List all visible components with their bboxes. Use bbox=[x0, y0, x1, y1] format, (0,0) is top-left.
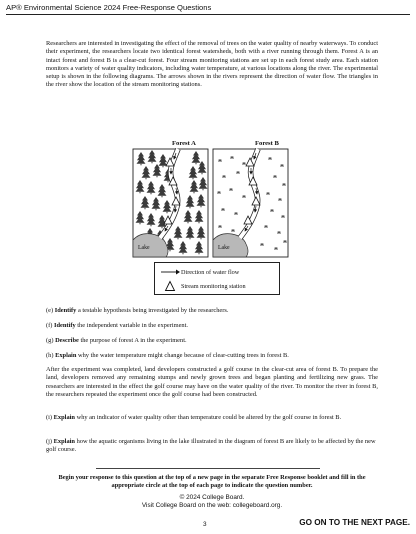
arrow-icon bbox=[159, 266, 181, 278]
intro-paragraph: Researchers are interested in investigating the effect of the removal of trees on the water quality of nearby waterways. To conduct their experiment, the researchers locate two identical forest watersheds, both with a river running through them. Forest A is an intact forest and forest B is a clear-cut forest. Four stream monitoring stations are set up in each forest study area. Each station monitors a variety of water quality indicators, including water temperature, at various locations along the river. The experimental setup is shown in the following diagrams. The arrows shown in the rivers represent the direction of water flow. The triangles in the river show the location of the stream monitoring stations. bbox=[46, 40, 378, 89]
legend-station-row bbox=[159, 280, 246, 292]
question-j: (j) Explain how the aquatic organisms living in the lake illustrated in the diagram of forest B are likely to be affected by the new golf course. bbox=[46, 438, 376, 454]
page-header: AP® Environmental Science 2024 Free-Response Questions bbox=[6, 3, 212, 12]
page-number: 3 bbox=[203, 521, 207, 528]
legend-station-label: Stream monitoring station bbox=[181, 282, 246, 290]
copyright-block bbox=[46, 494, 378, 510]
go-on-notice: GO ON TO THE NEXT PAGE. bbox=[299, 518, 410, 527]
followup-paragraph: After the experiment was completed, land developers constructed a golf course in the clear-cut area of forest B. To prepare the land, developers removed any remaining stumps and newly grown trees and began planting and fertilizing new grass. The researchers are interested in the effect the golf course may have on the water quality of the river. To monitor the river in forest B, the researchers repeated the experiment once the golf course had been constructed. bbox=[46, 366, 378, 398]
legend-flow-row bbox=[159, 266, 239, 278]
copyright: © 2024 College Board. bbox=[179, 494, 245, 501]
lake-a-label: Lake bbox=[138, 245, 150, 251]
triangle-icon bbox=[159, 280, 181, 292]
forest-b-label: Forest B bbox=[255, 140, 279, 147]
question-f: (f) Identify the independent variable in the experiment. bbox=[46, 322, 188, 329]
footer-instruction: Begin your response to this question at the top of a new page in the separate Free Response booklet and fill in the appropriate circle at the top of each page to indicate the question number. bbox=[58, 474, 366, 490]
question-i: (i) Explain why an indicator of water quality other than temperature could be altered by the golf course in forest B. bbox=[46, 414, 342, 421]
legend-flow-label: Direction of water flow bbox=[181, 268, 240, 276]
web-notice: Visit College Board on the web: collegeboard.org. bbox=[141, 502, 283, 509]
question-e: (e) Identify a testable hypothesis being investigated by the researchers. bbox=[46, 307, 229, 314]
footer-divider bbox=[96, 468, 320, 469]
forest-a-label: Forest A bbox=[172, 140, 196, 147]
diagram-legend bbox=[154, 262, 280, 295]
question-h: (h) Explain why the water temperature might change because of clear-cutting trees in forest B. bbox=[46, 352, 289, 359]
question-g: (g) Describe the purpose of forest A in the experiment. bbox=[46, 337, 187, 344]
lake-b-label: Lake bbox=[218, 245, 230, 251]
